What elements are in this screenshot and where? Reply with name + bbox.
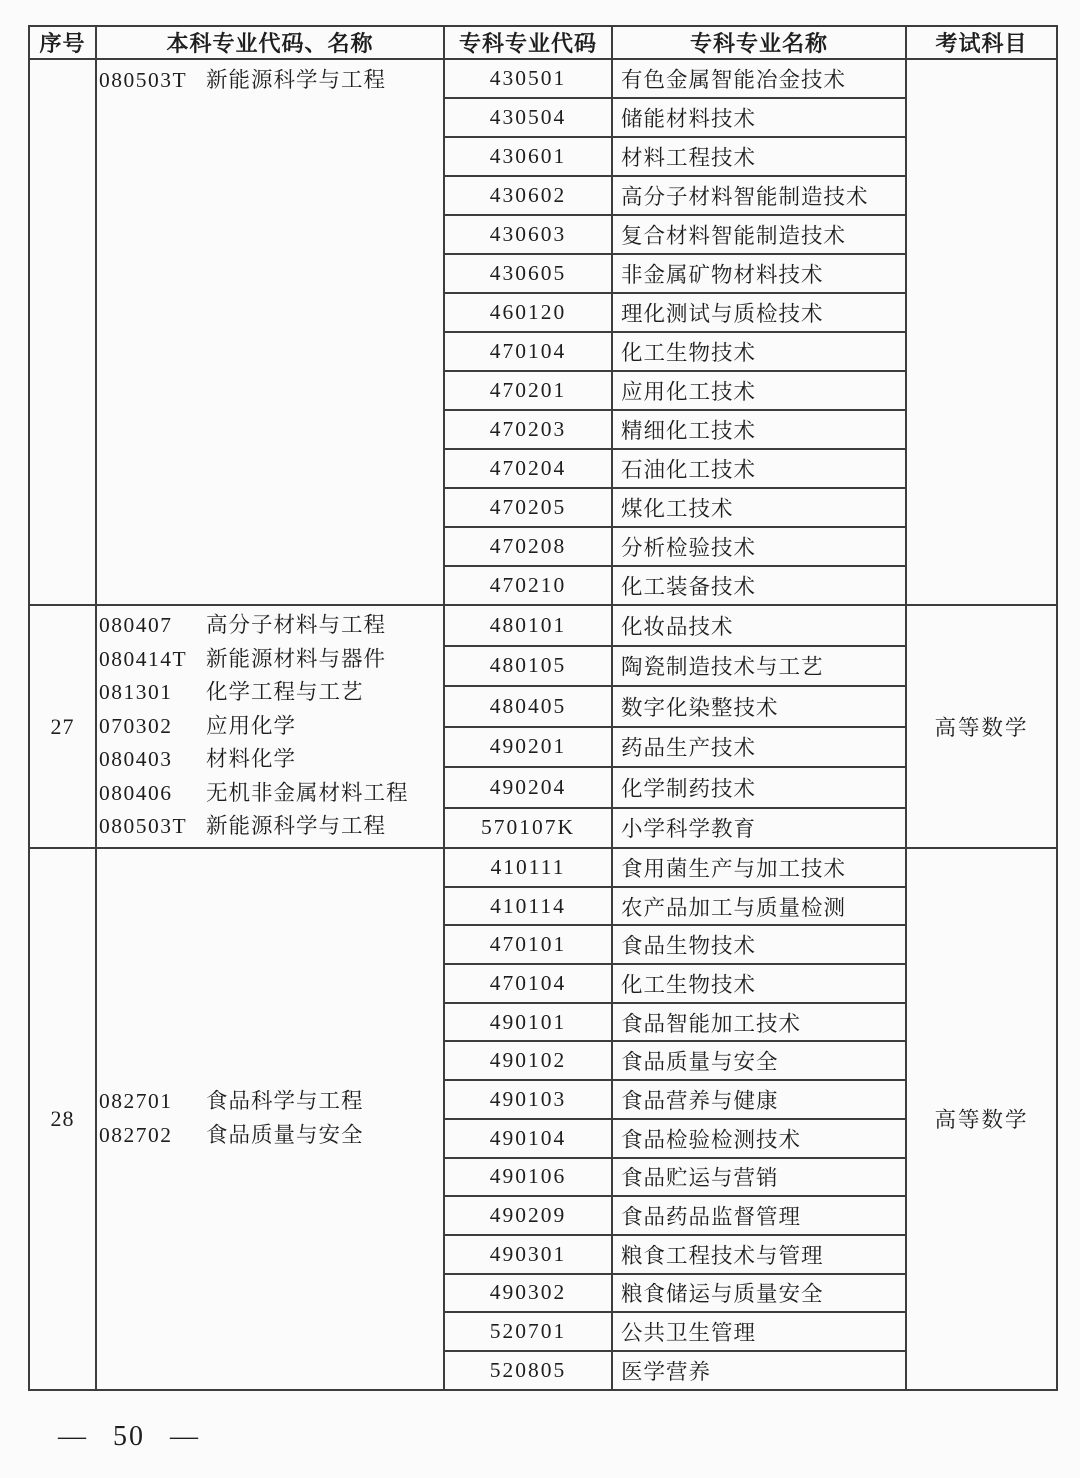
college-major-name-cell: 高分子材料智能制造技术 — [612, 176, 906, 215]
college-major-code-cell: 520805 — [444, 1351, 612, 1390]
college-major-name-cell: 食品质量与安全 — [612, 1041, 906, 1080]
undergrad-major-name: 无机非金属材料工程 — [206, 780, 409, 805]
college-major-code-cell: 480405 — [444, 686, 612, 727]
undergrad-major-name: 食品质量与安全 — [206, 1122, 364, 1147]
college-major-name-cell: 农产品加工与质量检测 — [612, 887, 906, 926]
college-major-name-cell: 食品营养与健康 — [612, 1080, 906, 1119]
college-major-code-cell: 470104 — [444, 332, 612, 371]
exam-subject-cell: 高等数学 — [906, 848, 1057, 1390]
table-row — [29, 59, 1057, 98]
college-major-name-cell: 药品生产技术 — [612, 727, 906, 768]
table-header-row — [29, 26, 1057, 59]
college-major-code-cell: 490101 — [444, 1003, 612, 1042]
college-major-code-cell: 430504 — [444, 98, 612, 137]
page-number: — 50 — — [58, 1421, 200, 1452]
college-major-code-cell: 470104 — [444, 964, 612, 1003]
undergrad-majors-cell — [96, 848, 444, 1390]
college-major-name-cell: 公共卫生管理 — [612, 1312, 906, 1351]
header-exam-subject: 考试科目 — [906, 26, 1057, 59]
college-major-code-cell: 470208 — [444, 527, 612, 566]
college-major-name-cell: 精细化工技术 — [612, 410, 906, 449]
college-major-code-cell: 520701 — [444, 1312, 612, 1351]
college-major-name-cell: 食品生物技术 — [612, 925, 906, 964]
college-major-code-cell: 490302 — [444, 1274, 612, 1313]
undergrad-major-name: 材料化学 — [206, 747, 297, 772]
undergrad-major-code: 081301 — [99, 680, 173, 705]
college-major-code-cell: 470201 — [444, 371, 612, 410]
college-major-name-cell: 陶瓷制造技术与工艺 — [612, 646, 906, 687]
college-major-name-cell: 有色金属智能冶金技术 — [612, 59, 906, 98]
college-major-code-cell: 460120 — [444, 293, 612, 332]
undergrad-major-code: 082701 — [99, 1089, 173, 1114]
undergrad-major-name: 新能源材料与器件 — [206, 646, 387, 671]
college-major-name-cell: 医学营养 — [612, 1351, 906, 1390]
exam-subject-cell: 高等数学 — [906, 605, 1057, 848]
college-major-name-cell: 粮食工程技术与管理 — [612, 1235, 906, 1274]
college-major-code-cell: 480101 — [444, 605, 612, 646]
table-row — [29, 848, 1057, 887]
college-major-name-cell: 应用化工技术 — [612, 371, 906, 410]
major-mapping-table — [28, 25, 1058, 1391]
college-major-code-cell: 480105 — [444, 646, 612, 687]
college-major-code-cell: 470101 — [444, 925, 612, 964]
college-major-code-cell: 430603 — [444, 215, 612, 254]
undergrad-major-line — [99, 676, 443, 710]
undergrad-majors-cell — [96, 59, 444, 605]
college-major-code-cell: 570107K — [444, 808, 612, 849]
college-major-code-cell: 470204 — [444, 449, 612, 488]
college-major-name-cell: 理化测试与质检技术 — [612, 293, 906, 332]
college-major-name-cell: 化工生物技术 — [612, 332, 906, 371]
college-major-code-cell: 490201 — [444, 727, 612, 768]
college-major-code-cell: 490103 — [444, 1080, 612, 1119]
undergrad-major-name: 新能源科学与工程 — [206, 68, 387, 92]
college-major-code-cell: 490204 — [444, 767, 612, 808]
undergrad-major-code: 080406 — [99, 780, 173, 805]
college-major-name-cell: 非金属矿物材料技术 — [612, 254, 906, 293]
exam-subject-cell — [906, 59, 1057, 605]
college-major-name-cell: 粮食储运与质量安全 — [612, 1274, 906, 1313]
college-major-code-cell: 430605 — [444, 254, 612, 293]
college-major-code-cell: 410114 — [444, 887, 612, 926]
undergrad-major-line — [99, 64, 443, 98]
undergrad-major-line — [99, 1085, 443, 1119]
undergrad-major-name: 应用化学 — [206, 713, 297, 738]
undergrad-major-code: 070302 — [99, 713, 173, 738]
header-college-name: 专科专业名称 — [612, 26, 906, 59]
college-major-name-cell: 化工装备技术 — [612, 566, 906, 605]
undergrad-major-code: 080403 — [99, 747, 173, 772]
undergrad-major-name: 化学工程与工艺 — [206, 680, 364, 705]
seq-cell: 28 — [29, 848, 96, 1390]
undergrad-major-code: 080414T — [99, 646, 188, 671]
college-major-code-cell: 470203 — [444, 410, 612, 449]
college-major-name-cell: 数字化染整技术 — [612, 686, 906, 727]
college-major-name-cell: 分析检验技术 — [612, 527, 906, 566]
college-major-name-cell: 材料工程技术 — [612, 137, 906, 176]
undergrad-major-name: 食品科学与工程 — [206, 1089, 364, 1114]
undergrad-majors-cell — [96, 605, 444, 848]
undergrad-major-line — [99, 710, 443, 744]
college-major-code-cell: 490106 — [444, 1158, 612, 1197]
table-row — [29, 605, 1057, 646]
college-major-code-cell: 490104 — [444, 1119, 612, 1158]
college-major-name-cell: 食品贮运与营销 — [612, 1158, 906, 1197]
header-seq: 序号 — [29, 26, 96, 59]
college-major-name-cell: 化学制药技术 — [612, 767, 906, 808]
college-major-name-cell: 化工生物技术 — [612, 964, 906, 1003]
college-major-code-cell: 470210 — [444, 566, 612, 605]
college-major-code-cell: 430501 — [444, 59, 612, 98]
college-major-code-cell: 490301 — [444, 1235, 612, 1274]
undergrad-major-code: 082702 — [99, 1122, 173, 1147]
seq-cell — [29, 59, 96, 605]
undergrad-major-line — [99, 609, 443, 643]
undergrad-major-line — [99, 810, 443, 844]
header-undergrad-code-name: 本科专业代码、名称 — [96, 26, 444, 59]
undergrad-major-code: 080503T — [99, 814, 188, 839]
college-major-name-cell: 化妆品技术 — [612, 605, 906, 646]
undergrad-major-code: 080407 — [99, 613, 173, 638]
undergrad-major-line — [99, 777, 443, 811]
college-major-name-cell: 小学科学教育 — [612, 808, 906, 849]
college-major-code-cell: 490102 — [444, 1041, 612, 1080]
undergrad-major-name: 高分子材料与工程 — [206, 613, 387, 638]
college-major-name-cell: 食品智能加工技术 — [612, 1003, 906, 1042]
seq-cell: 27 — [29, 605, 96, 848]
undergrad-major-line — [99, 1119, 443, 1153]
college-major-name-cell: 储能材料技术 — [612, 98, 906, 137]
college-major-name-cell: 食品药品监督管理 — [612, 1196, 906, 1235]
college-major-name-cell: 煤化工技术 — [612, 488, 906, 527]
college-major-code-cell: 410111 — [444, 848, 612, 887]
undergrad-major-line — [99, 743, 443, 777]
college-major-name-cell: 食用菌生产与加工技术 — [612, 848, 906, 887]
undergrad-major-code: 080503T — [99, 68, 188, 92]
college-major-name-cell: 石油化工技术 — [612, 449, 906, 488]
header-college-code: 专科专业代码 — [444, 26, 612, 59]
college-major-name-cell: 食品检验检测技术 — [612, 1119, 906, 1158]
college-major-code-cell: 490209 — [444, 1196, 612, 1235]
college-major-code-cell: 430602 — [444, 176, 612, 215]
college-major-name-cell: 复合材料智能制造技术 — [612, 215, 906, 254]
college-major-code-cell: 470205 — [444, 488, 612, 527]
undergrad-major-line — [99, 643, 443, 677]
college-major-code-cell: 430601 — [444, 137, 612, 176]
undergrad-major-name: 新能源科学与工程 — [206, 814, 387, 839]
